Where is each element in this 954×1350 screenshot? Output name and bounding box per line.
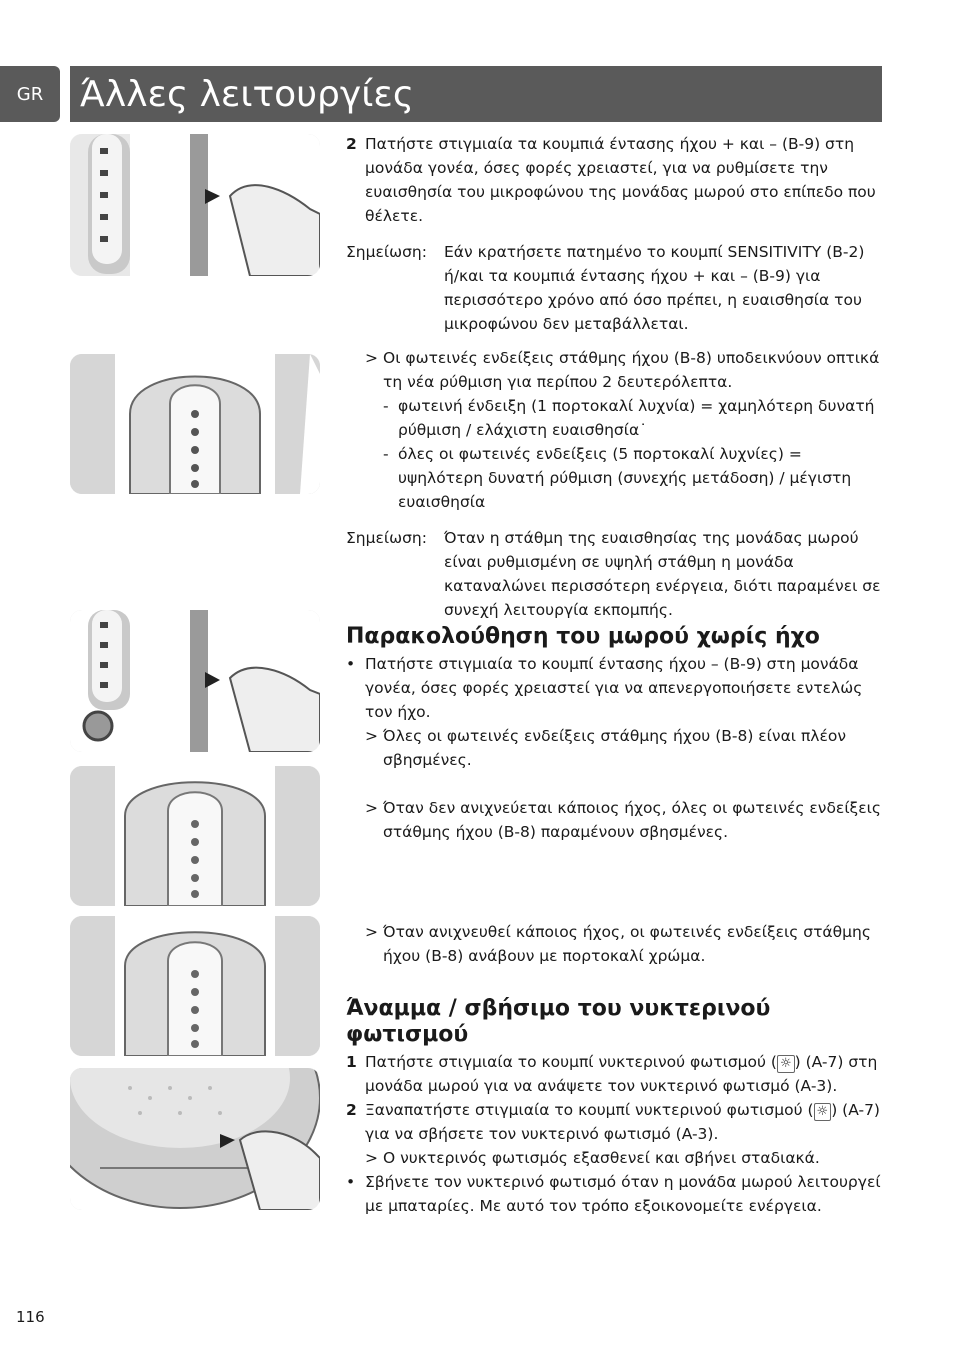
photo-parent-unit-lights-off-1 (70, 766, 320, 906)
result-marker: > (365, 727, 378, 745)
note-label: Σημείωση: (346, 529, 427, 547)
step-text (346, 1098, 882, 1146)
result-1 (346, 724, 882, 772)
note-label: Σημείωση: (346, 243, 427, 261)
note-2 (346, 526, 882, 622)
step-text-part: ) (A-7) για να σβήσετε τον νυκτερινό φωτισμό (A-3). (365, 1101, 880, 1143)
result-marker: > (365, 799, 378, 817)
night-light-icon: ☼ (777, 1055, 795, 1073)
dash-item-2 (346, 442, 882, 514)
bullet-marker: • (346, 655, 356, 673)
photo-parent-unit-lights-off-2 (70, 916, 320, 1056)
photo-parent-unit-volume-minus (70, 610, 320, 752)
result-text: Όλες οι φωτεινές ενδείξεις στάθμης ήχου (B-8) είναι πλέον σβησμένες. (383, 727, 847, 769)
step-text-part: Πατήστε στιγμιαία το κουμπί νυκτερινού φωτισμού ( (365, 1053, 777, 1071)
section-heading: Παρακολούθηση του μωρού χωρίς ήχο (346, 624, 820, 649)
result-1 (346, 1146, 882, 1170)
dash-text: φωτεινή ένδειξη (1 πορτοκαλί λυχνία) = χαμηλότερη δυνατή ρύθμιση / ελάχιστη ευαισθησία˙ (398, 397, 875, 439)
step-text-part: Ξαναπατήστε στιγμιαία το κουμπί νυκτερινού φωτισμού ( (365, 1101, 814, 1119)
photo-parent-unit-lights (70, 354, 320, 494)
result-text: Όταν δεν ανιχνεύεται κάποιος ήχος, όλες οι φωτεινές ενδείξεις στάθμης ήχου (B-8) παραμένουν σβησμένες. (383, 799, 881, 841)
bullet-text: Πατήστε στιγμιαία το κουμπί έντασης ήχου – (B-9) στη μονάδα γονέα, όσες φορές χρειαστεί για να απενεργοποιήσετε εντελώς τον ήχο. (365, 655, 863, 721)
result-1 (346, 346, 882, 394)
photo-baby-unit-night-light-button (70, 1068, 320, 1210)
step-number: 1 (346, 1053, 357, 1071)
dash-item-1 (346, 394, 882, 442)
page-title-bar (70, 66, 882, 122)
step-text-part: ) (A-7) στη μονάδα μωρού για να ανάψετε τον νυκτερινό φωτισμό (A-3). (365, 1053, 878, 1095)
result-text: Οι φωτεινές ενδείξεις στάθμης ήχου (B-8) υποδεικνύουν οπτικά τη νέα ρύθμιση για περίπου 2 δευτερόλεπτα. (383, 349, 880, 391)
step-2 (346, 132, 882, 228)
language-tab-label: GR (16, 83, 44, 105)
step-text: Πατήστε στιγμιαία τα κουμπιά έντασης ήχου + και – (B-9) στη μονάδα γονέα, όσες φορές χρειαστεί, για να ρυθμίσετε την ευαισθησία του μικροφώνου της μονάδας μωρού στο επίπεδο που θέλετε. (365, 135, 876, 225)
result-marker: > (365, 349, 378, 367)
language-tab (0, 66, 60, 122)
photo-parent-unit-volume-press (70, 134, 320, 276)
step-1 (346, 1050, 882, 1098)
page-number: 116 (16, 1308, 45, 1326)
result-text: Ο νυκτερινός φωτισμός εξασθενεί και σβήνει σταδιακά. (383, 1149, 820, 1167)
step-number: 2 (346, 1101, 357, 1119)
note-1 (346, 240, 882, 336)
dash-text: όλες οι φωτεινές ενδείξεις (5 πορτοκαλί λυχνίες) = υψηλότερη δυνατή ρύθμιση (συνεχής μετάδοση) / μέγιστη ευαισθησία (398, 445, 852, 511)
bullet-text: Σβήνετε τον νυκτερινό φωτισμό όταν η μονάδα μωρού λειτουργεί με μπαταρίες. Με αυτό τον τρόπο εξοικονομείτε ενέργεια. (365, 1173, 881, 1215)
result-2 (346, 796, 882, 844)
result-marker: > (365, 923, 378, 941)
night-light-icon: ☼ (814, 1103, 832, 1121)
step-number: 2 (346, 135, 357, 153)
section-silent-monitoring (346, 624, 882, 968)
step-2 (346, 1098, 882, 1146)
note-text: Εάν κρατήσετε πατημένο το κουμπί SENSITIVITY (B-2) ή/και τα κουμπιά έντασης ήχου + και – (B-9) για περισσότερο χρόνο από όσο πρέπει, η ευαισθησία του μικροφώνου δεν μεταβάλλεται. (444, 243, 865, 333)
section-sensitivity (346, 132, 882, 622)
dash-marker: - (383, 397, 389, 415)
result-text: Όταν ανιχνευθεί κάποιος ήχος, οι φωτεινές ενδείξεις στάθμης ήχου (B-8) ανάβουν με πορτοκαλί χρώμα. (383, 923, 871, 965)
result-marker: > (365, 1149, 378, 1167)
step-text (346, 1050, 882, 1098)
section-night-light (346, 996, 882, 1218)
bullet-item (346, 652, 882, 724)
page-title: Άλλες λειτουργίες (80, 73, 414, 115)
dash-marker: - (383, 445, 389, 463)
section-heading: Άναμμα / σβήσιμο του νυκτερινού φωτισμού (346, 996, 771, 1047)
result-3 (346, 920, 882, 968)
bullet-item (346, 1170, 882, 1218)
bullet-marker: • (346, 1173, 356, 1191)
note-text: Όταν η στάθμη της ευαισθησίας της μονάδας μωρού είναι ρυθμισμένη σε υψηλή στάθμη η μονάδα καταναλώνει περισσότερη ενέργεια, διότι παραμένει σε συνεχή λειτουργία εκπομπής. (444, 529, 881, 619)
